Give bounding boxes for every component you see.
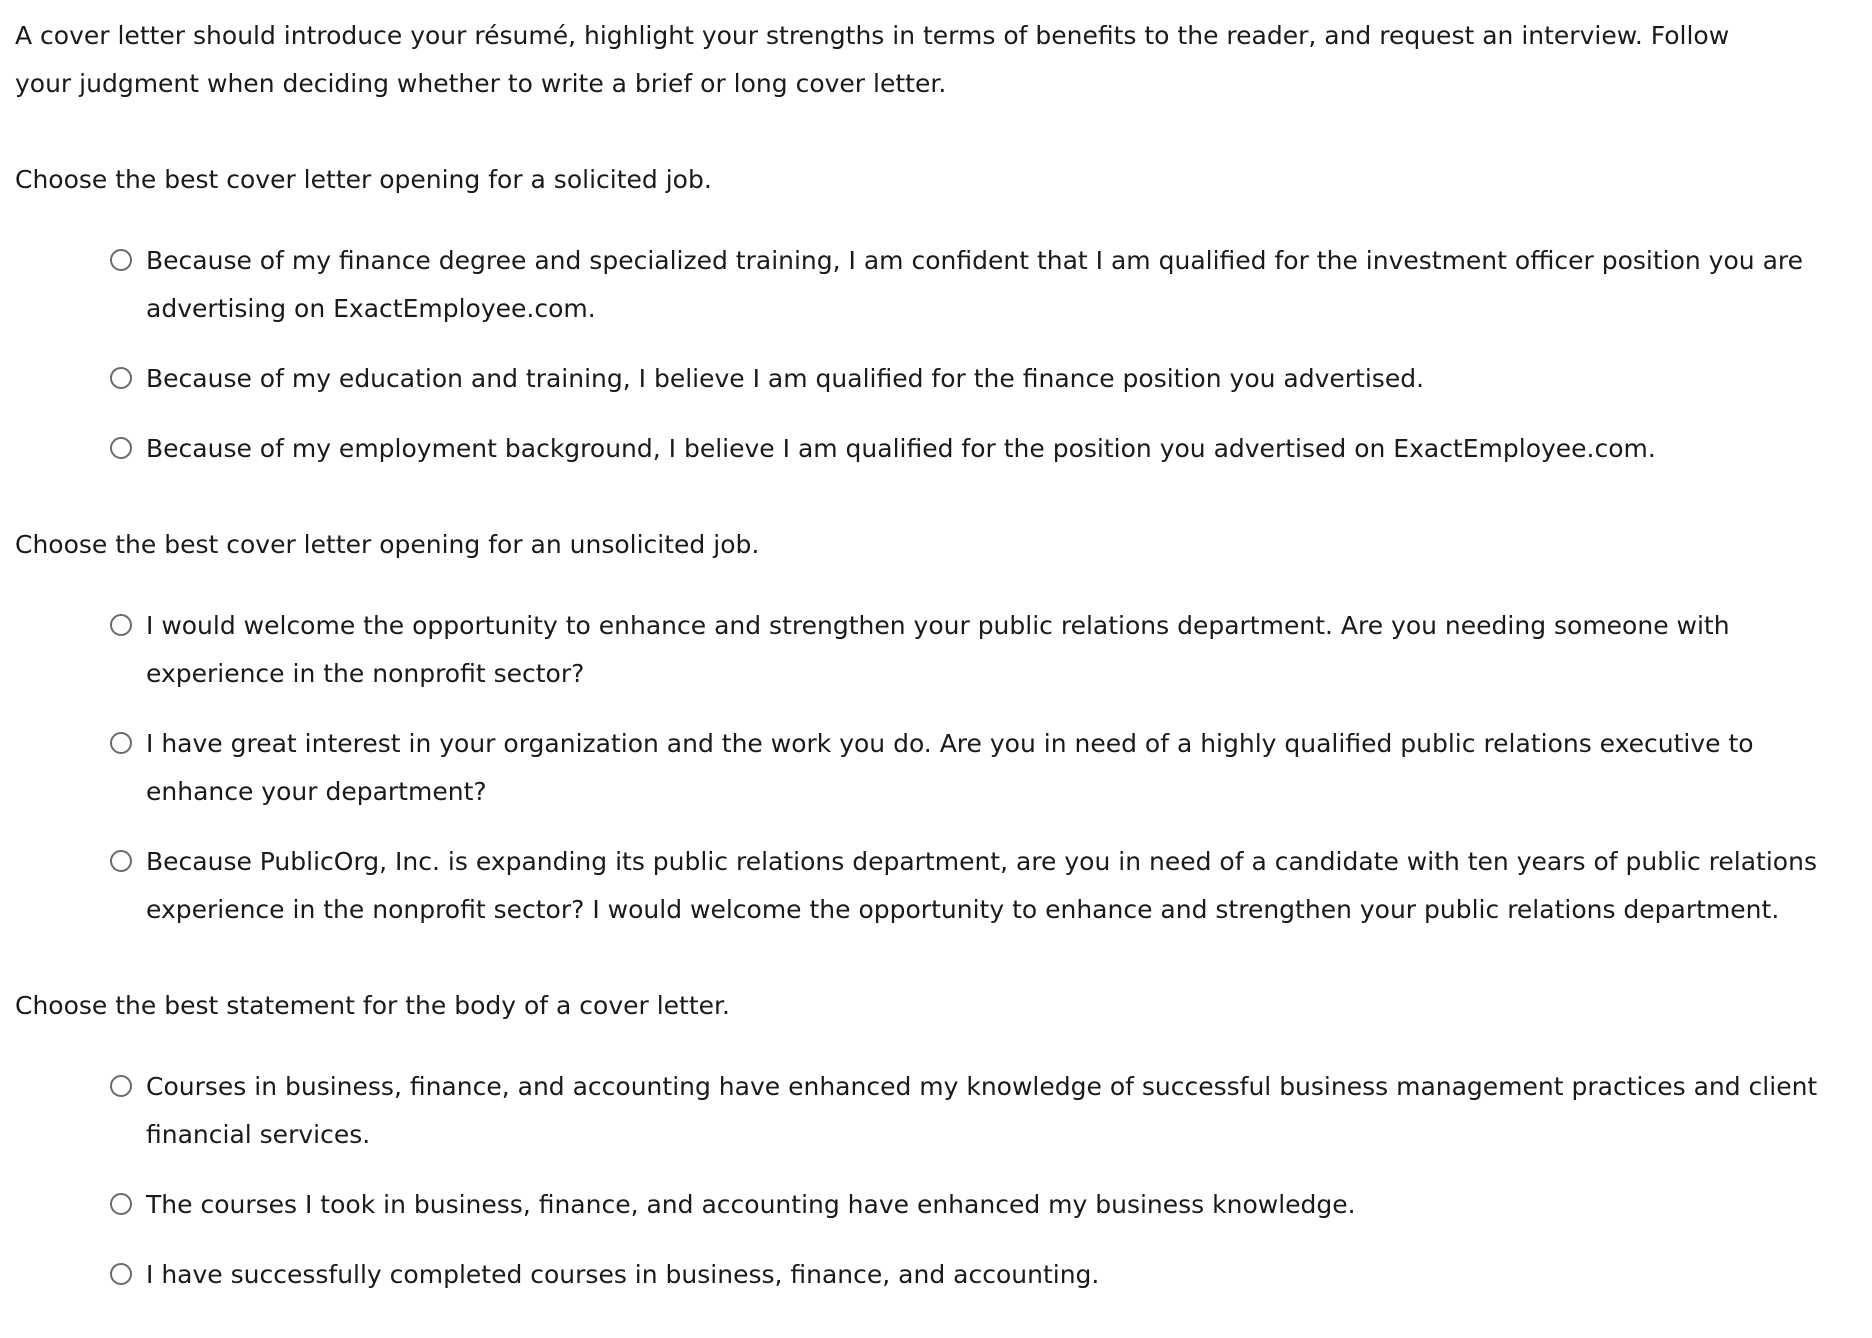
question-3-options xyxy=(15,1063,1852,1299)
question-2-option-1[interactable] xyxy=(110,602,1852,698)
option-label: I have great interest in your organization and the work you do. Are you in need of a highly qualified public relations executive to enhance your department? xyxy=(146,729,1754,806)
radio-button[interactable] xyxy=(110,850,132,872)
question-1-option-1[interactable] xyxy=(110,237,1852,333)
option-label: Because PublicOrg, Inc. is expanding its public relations department, are you in need of a candidate with ten years of public relations experience in the nonprofit sector? I would welcome the opportunity to enhance and strengthen your public relations department. xyxy=(146,847,1817,924)
option-label: I have successfully completed courses in business, finance, and accounting. xyxy=(146,1260,1100,1289)
option-label: Because of my finance degree and specialized training, I am confident that I am qualified for the investment officer position you are advertising on ExactEmployee.com. xyxy=(146,246,1803,323)
radio-button[interactable] xyxy=(110,1193,132,1215)
question-1-option-2[interactable] xyxy=(110,355,1852,403)
radio-button[interactable] xyxy=(110,249,132,271)
question-3-option-3[interactable] xyxy=(110,1251,1852,1299)
question-1-prompt: Choose the best cover letter opening for a solicited job. xyxy=(15,165,712,194)
question-3-prompt: Choose the best statement for the body of a cover letter. xyxy=(15,991,730,1020)
option-label: I would welcome the opportunity to enhance and strengthen your public relations department. Are you needing someone with experience in the nonprofit sector? xyxy=(146,611,1730,688)
radio-button[interactable] xyxy=(110,614,132,636)
option-label: Because of my education and training, I believe I am qualified for the finance position you advertised. xyxy=(146,364,1425,393)
question-1-option-3[interactable] xyxy=(110,425,1852,473)
radio-button[interactable] xyxy=(110,1075,132,1097)
question-2-option-3[interactable] xyxy=(110,838,1852,934)
option-label: Courses in business, finance, and accounting have enhanced my knowledge of successful business management practices and client financial services. xyxy=(146,1072,1818,1149)
radio-button[interactable] xyxy=(110,732,132,754)
question-1-options xyxy=(15,237,1852,473)
question-2-option-2[interactable] xyxy=(110,720,1852,816)
option-label: The courses I took in business, finance, and accounting have enhanced my business knowledge. xyxy=(146,1190,1356,1219)
question-3-option-1[interactable] xyxy=(110,1063,1852,1159)
radio-button[interactable] xyxy=(110,1263,132,1285)
option-label: Because of my employment background, I believe I am qualified for the position you advertised on ExactEmployee.com. xyxy=(146,434,1656,463)
question-3-option-2[interactable] xyxy=(110,1181,1852,1229)
intro-text: A cover letter should introduce your résumé, highlight your strengths in terms of benefits to the reader, and request an interview. Follow your judgment when deciding whether to write a brief or long cover letter. xyxy=(15,21,1730,98)
question-2-options xyxy=(15,602,1852,934)
radio-button[interactable] xyxy=(110,437,132,459)
question-2-prompt: Choose the best cover letter opening for an unsolicited job. xyxy=(15,530,760,559)
radio-button[interactable] xyxy=(110,367,132,389)
